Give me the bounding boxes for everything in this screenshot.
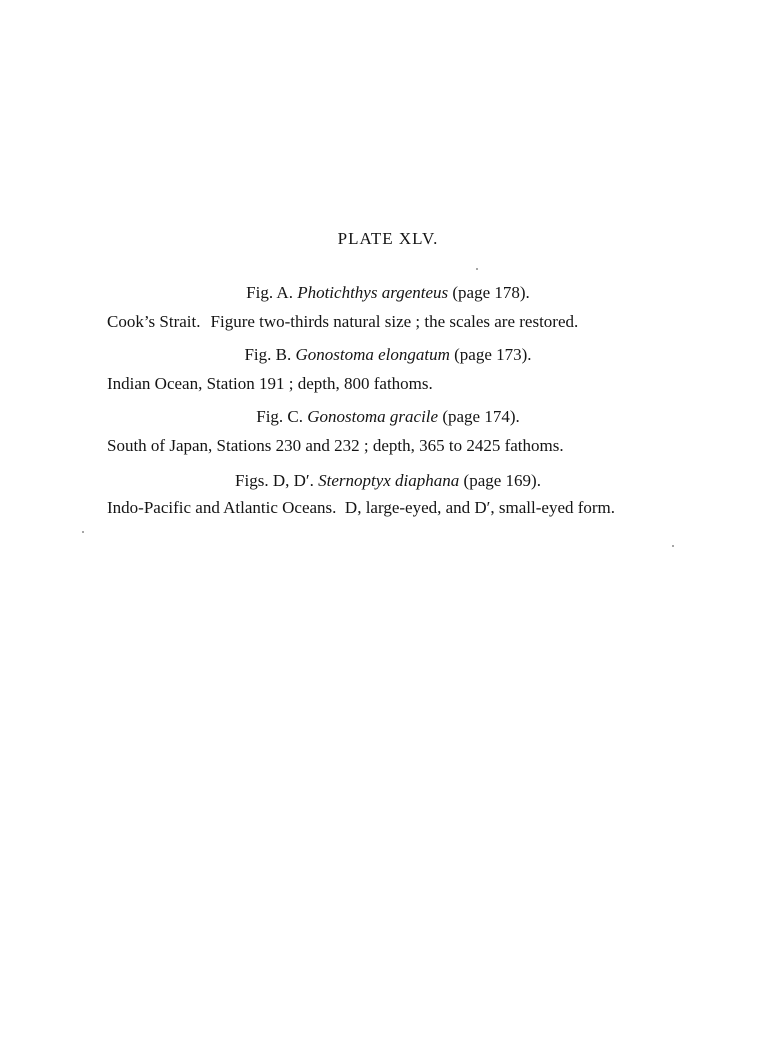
figure-c-species: Gonostoma gracile <box>307 407 439 426</box>
print-speck <box>672 545 674 547</box>
figure-a-species: Photichthys argenteus <box>297 283 449 302</box>
figure-c-label: Fig. C. <box>256 407 304 426</box>
figure-a-label: Fig. A. <box>246 283 293 302</box>
figure-b-caption <box>0 345 776 365</box>
figure-b-label: Fig. B. <box>244 345 292 364</box>
figure-d-label: Figs. D, D′. <box>235 471 314 490</box>
figure-a-description <box>107 312 578 332</box>
figure-a-caption <box>0 283 776 303</box>
figure-b-species: Gonostoma elongatum <box>295 345 450 364</box>
figure-d-caption <box>0 471 776 491</box>
figure-b-description: Indian Ocean, Station 191 ; depth, 800 fathoms. <box>107 374 433 393</box>
figure-d-page-ref: (page 169). <box>463 471 541 490</box>
print-speck <box>476 268 478 270</box>
figure-a-description-text: Figure two-thirds natural size ; the scales are restored. <box>210 312 579 331</box>
plate-title: PLATE XLV. <box>337 229 439 248</box>
figure-d-description: Indo-Pacific and Atlantic Oceans. D, large-eyed, and D′, small-eyed form. <box>107 498 616 517</box>
figure-b-page-ref: (page 173). <box>454 345 532 364</box>
print-speck <box>82 531 84 533</box>
figure-a-page-ref: (page 178). <box>452 283 530 302</box>
figure-c-description: South of Japan, Stations 230 and 232 ; depth, 365 to 2425 fathoms. <box>107 436 564 455</box>
figure-c-page-ref: (page 174). <box>442 407 520 426</box>
figure-a-locality: Cook’s Strait. <box>107 312 201 331</box>
figure-d-species: Sternoptyx diaphana <box>318 471 460 490</box>
figure-c-caption <box>0 407 776 427</box>
